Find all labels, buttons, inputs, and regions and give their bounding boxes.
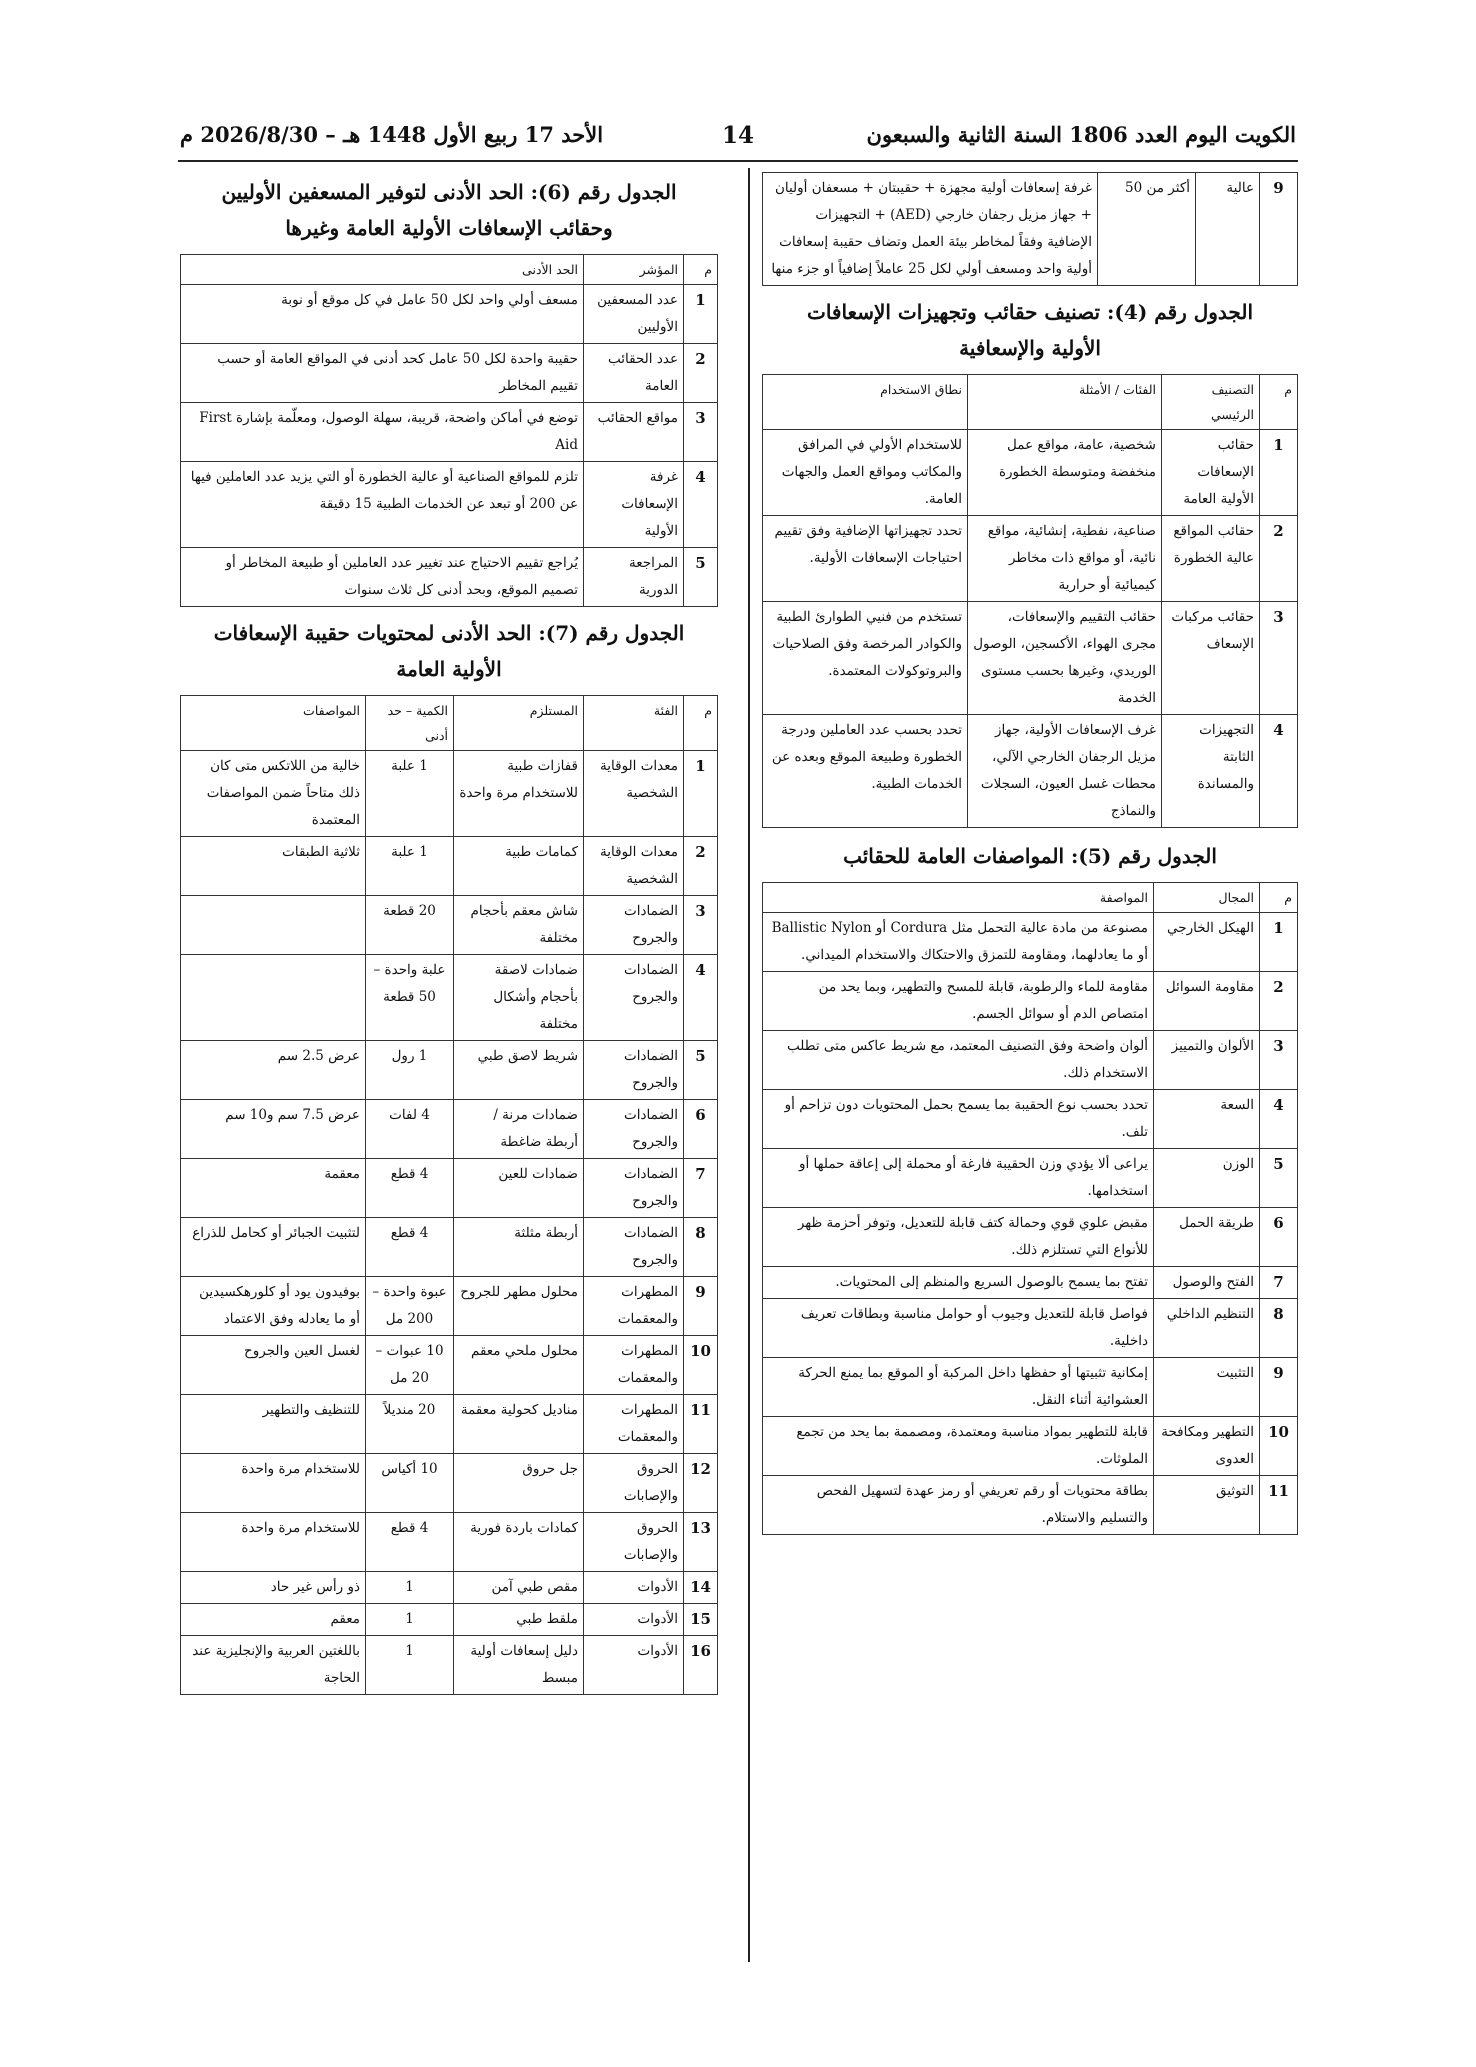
category-cell: الضمادات والجروح xyxy=(584,896,684,955)
table-5-title xyxy=(762,838,1298,874)
num-cell: 14 xyxy=(684,1572,718,1604)
table-7-title xyxy=(180,615,718,687)
qty-cell: عبوة واحدة – 200 مل xyxy=(366,1277,454,1336)
qty-cell: 1 xyxy=(366,1636,454,1695)
num-cell: 15 xyxy=(684,1604,718,1636)
table-header-row xyxy=(763,375,1298,430)
column-header: المجال xyxy=(1154,883,1260,913)
item-cell: مقص طبي آمن xyxy=(454,1572,584,1604)
spec-cell: ذو رأس غير حاد xyxy=(181,1572,366,1604)
table-row xyxy=(763,715,1298,828)
column-header: م xyxy=(1260,375,1298,430)
column-header: م xyxy=(684,255,718,285)
num-cell: 2 xyxy=(684,344,718,403)
spec-cell: عرض 2.5 سم xyxy=(181,1041,366,1100)
table-row xyxy=(763,913,1298,972)
field-cell: طريقة الحمل xyxy=(1154,1208,1260,1267)
num-cell: 5 xyxy=(684,548,718,607)
num-cell: 3 xyxy=(684,403,718,462)
title-line: الأولية العامة xyxy=(396,657,502,681)
table-row xyxy=(181,896,718,955)
row-number: 9 xyxy=(1260,173,1298,286)
table-7-body xyxy=(181,751,718,1695)
num-cell: 7 xyxy=(1260,1267,1298,1299)
num-cell: 16 xyxy=(684,1636,718,1695)
field-cell: الهيكل الخارجي xyxy=(1154,913,1260,972)
table-row xyxy=(181,1277,718,1336)
minimum-cell: توضع في أماكن واضحة، قريبة، سهلة الوصول، ومعلّمة بإشارة First Aid xyxy=(181,403,584,462)
table-4-body xyxy=(763,430,1298,828)
table-row xyxy=(763,972,1298,1031)
examples-cell: صناعية، نفطية، إنشائية، مواقع نائية، أو مواقع ذات مخاطر كيميائية أو حرارية xyxy=(968,516,1162,602)
num-cell: 3 xyxy=(1260,602,1298,715)
table-row xyxy=(181,1336,718,1395)
spec-cell: معقم xyxy=(181,1604,366,1636)
title-line: الجدول رقم (5): المواصفات العامة للحقائب xyxy=(843,844,1217,868)
category-cell: الحروق والإصابات xyxy=(584,1454,684,1513)
table-row xyxy=(181,1395,718,1454)
num-cell: 11 xyxy=(684,1395,718,1454)
num-cell: 1 xyxy=(1260,430,1298,516)
table-row xyxy=(763,1358,1298,1417)
table-row xyxy=(181,751,718,837)
field-cell: التوثيق xyxy=(1154,1476,1260,1535)
category-cell: المطهرات والمعقمات xyxy=(584,1277,684,1336)
minimum-cell: مسعف أولي واحد لكل 50 عامل في كل موقع أو نوبة xyxy=(181,285,584,344)
num-cell: 1 xyxy=(684,285,718,344)
num-cell: 2 xyxy=(1260,972,1298,1031)
indicator-cell: عدد المسعفين الأوليين xyxy=(584,285,684,344)
main-cell: حقائب مركبات الإسعاف xyxy=(1162,602,1260,715)
table-row xyxy=(763,1208,1298,1267)
field-cell: التطهير ومكافحة العدوى xyxy=(1154,1417,1260,1476)
item-cell: محلول مطهر للجروح xyxy=(454,1277,584,1336)
item-cell: كمادات باردة فورية xyxy=(454,1513,584,1572)
column-header: الفئات / الأمثلة xyxy=(968,375,1162,430)
spec-cell: تحدد بحسب نوع الحقيبة بما يسمح بحمل المحتويات دون تزاحم أو تلف. xyxy=(763,1090,1154,1149)
scope-cell: للاستخدام الأولي في المرافق والمكاتب ومواقع العمل والجهات العامة. xyxy=(763,430,968,516)
main-cell: حقائب الإسعافات الأولية العامة xyxy=(1162,430,1260,516)
num-cell: 1 xyxy=(684,751,718,837)
qty-cell: 1 علبة xyxy=(366,751,454,837)
right-column xyxy=(762,172,1298,1535)
num-cell: 6 xyxy=(684,1100,718,1159)
examples-cell: غرف الإسعافات الأولية، جهاز مزيل الرجفان الخارجي الآلي، محطات غسل العيون، السجلات والنماذج xyxy=(968,715,1162,828)
minimum-cell: تلزم للمواقع الصناعية أو عالية الخطورة أو التي يزيد عدد العاملين فيها عن 200 أو تبعد عن الخدمات الطبية 15 دقيقة xyxy=(181,462,584,548)
content-cell: غرفة إسعافات أولية مجهزة + حقيبتان + مسعفان أوليان + جهاز مزيل رجفان خارجي (AED) + التجهيزات الإضافية وفقاً لمخاطر بيئة العمل وتضاف حقيبة إسعافات أولية واحد ومسعف أولي لكل 25 عاملاً إضافياً او جزء منها xyxy=(763,173,1098,286)
column-header: الكمية – حد أدنى xyxy=(366,696,454,751)
qty-cell: 1 علبة xyxy=(366,837,454,896)
field-cell: التنظيم الداخلي xyxy=(1154,1299,1260,1358)
field-cell: التثبيت xyxy=(1154,1358,1260,1417)
category-cell: معدات الوقاية الشخصية xyxy=(584,837,684,896)
table-row xyxy=(181,837,718,896)
table-6-body xyxy=(181,285,718,607)
column-header: المستلزم xyxy=(454,696,584,751)
num-cell: 10 xyxy=(684,1336,718,1395)
spec-cell: ألوان واضحة وفق التصنيف المعتمد، مع شريط عاكس متى تطلب الاستخدام ذلك. xyxy=(763,1031,1154,1090)
category-cell: المطهرات والمعقمات xyxy=(584,1395,684,1454)
minimum-cell: حقيبة واحدة لكل 50 عامل كحد أدنى في المواقع العامة أو حسب تقييم المخاطر xyxy=(181,344,584,403)
main-cell: حقائب المواقع عالية الخطورة xyxy=(1162,516,1260,602)
table-row xyxy=(181,1218,718,1277)
category-cell: المطهرات والمعقمات xyxy=(584,1336,684,1395)
examples-cell: شخصية، عامة، مواقع عمل منخفضة ومتوسطة الخطورة xyxy=(968,430,1162,516)
qty-cell: 1 xyxy=(366,1604,454,1636)
indicator-cell: مواقع الحقائب xyxy=(584,403,684,462)
qty-cell: 4 قطع xyxy=(366,1513,454,1572)
title-line: الجدول رقم (4): تصنيف حقائب وتجهيزات الإسعافات xyxy=(806,300,1253,324)
category-cell: الأدوات xyxy=(584,1636,684,1695)
field-cell: مقاومة السوائل xyxy=(1154,972,1260,1031)
spec-cell: يراعى ألا يؤدي وزن الحقيبة فارغة أو محملة إلى إعاقة حملها أو استخدامها. xyxy=(763,1149,1154,1208)
table-6-title xyxy=(180,174,718,246)
category-cell: الحروق والإصابات xyxy=(584,1513,684,1572)
left-column xyxy=(180,172,718,1695)
table-row xyxy=(763,1476,1298,1535)
spec-cell: بوفيدون يود أو كلورهكسيدين أو ما يعادله وفق الاعتماد xyxy=(181,1277,366,1336)
table-row xyxy=(763,1090,1298,1149)
table-row xyxy=(763,1031,1298,1090)
item-cell: شاش معقم بأحجام مختلفة xyxy=(454,896,584,955)
table-row xyxy=(181,1100,718,1159)
page-number: 14 xyxy=(721,122,754,149)
table-row xyxy=(181,1454,718,1513)
spec-cell: فواصل قابلة للتعديل وجيوب أو حوامل مناسبة وبطاقات تعريف داخلية. xyxy=(763,1299,1154,1358)
num-cell: 9 xyxy=(1260,1358,1298,1417)
table-row xyxy=(181,548,718,607)
table-4 xyxy=(762,374,1298,828)
table-row xyxy=(763,602,1298,715)
spec-cell: مقاومة للماء والرطوبة، قابلة للمسح والتطهير، وبما يحد من امتصاص الدم أو سوائل الجسم. xyxy=(763,972,1154,1031)
num-cell: 8 xyxy=(1260,1299,1298,1358)
qty-cell: 4 لفات xyxy=(366,1100,454,1159)
spec-cell xyxy=(181,896,366,955)
qty-cell: 10 أكياس xyxy=(366,1454,454,1513)
examples-cell: حقائب التقييم والإسعافات، مجرى الهواء، الأكسجين، الوصول الوريدي، وغيرها بحسب مستوى الخدمة xyxy=(968,602,1162,715)
category-cell: الضمادات والجروح xyxy=(584,1218,684,1277)
qty-cell: 1 رول xyxy=(366,1041,454,1100)
num-cell: 1 xyxy=(1260,913,1298,972)
classification-cell: عالية xyxy=(1196,173,1260,286)
table-3-continuation xyxy=(762,172,1298,286)
title-line: الجدول رقم (7): الحد الأدنى لمحتويات حقيبة الإسعافات xyxy=(213,621,685,645)
category-cell: الضمادات والجروح xyxy=(584,1041,684,1100)
gazette-issue: الكويت اليوم العدد 1806 السنة الثانية والسبعون xyxy=(866,122,1296,147)
field-cell: السعة xyxy=(1154,1090,1260,1149)
item-cell: قفازات طبية للاستخدام مرة واحدة xyxy=(454,751,584,837)
header-rule xyxy=(178,160,1298,162)
table-row xyxy=(181,285,718,344)
spec-cell: بطاقة محتويات أو رقم تعريفي أو رمز عهدة لتسهيل الفحص والتسليم والاستلام. xyxy=(763,1476,1154,1535)
spec-cell: للاستخدام مرة واحدة xyxy=(181,1513,366,1572)
spec-cell: مقبض علوي قوي وحمالة كتف قابلة للتعديل، وتوفر أحزمة ظهر للأنواع التي تستلزم ذلك. xyxy=(763,1208,1154,1267)
table-row xyxy=(181,1604,718,1636)
qty-cell: 4 قطع xyxy=(366,1159,454,1218)
category-cell: معدات الوقاية الشخصية xyxy=(584,751,684,837)
spec-cell: باللغتين العربية والإنجليزية عند الحاجة xyxy=(181,1636,366,1695)
table-5-body xyxy=(763,913,1298,1535)
item-cell: ضمادات لاصقة بأحجام وأشكال مختلفة xyxy=(454,955,584,1041)
column-header: م xyxy=(684,696,718,751)
item-cell: جل حروق xyxy=(454,1454,584,1513)
table-row xyxy=(181,344,718,403)
num-cell: 11 xyxy=(1260,1476,1298,1535)
num-cell: 5 xyxy=(684,1041,718,1100)
qty-cell: 20 منديلاً xyxy=(366,1395,454,1454)
title-line: وحقائب الإسعافات الأولية العامة وغيرها xyxy=(285,216,613,240)
num-cell: 4 xyxy=(684,955,718,1041)
indicator-cell: غرفة الإسعافات الأولية xyxy=(584,462,684,548)
table-row xyxy=(181,955,718,1041)
num-cell: 4 xyxy=(684,462,718,548)
spec-cell: للتنظيف والتطهير xyxy=(181,1395,366,1454)
spec-cell: عرض 7.5 سم و10 سم xyxy=(181,1100,366,1159)
table-header-row xyxy=(763,883,1298,913)
table-7 xyxy=(180,695,718,1695)
spec-cell: للاستخدام مرة واحدة xyxy=(181,1454,366,1513)
column-header: المواصفات xyxy=(181,696,366,751)
spec-cell: خالية من اللاتكس متى كان ذلك متاحاً ضمن المواصفات المعتمدة xyxy=(181,751,366,837)
minimum-cell: يُراجع تقييم الاحتياج عند تغيير عدد العاملين أو طبيعة المخاطر أو تصميم الموقع، وبحد أدنى كل ثلاث سنوات xyxy=(181,548,584,607)
num-cell: 6 xyxy=(1260,1208,1298,1267)
spec-cell: ثلاثية الطبقات xyxy=(181,837,366,896)
field-cell: الفتح والوصول xyxy=(1154,1267,1260,1299)
item-cell: أربطة مثلثة xyxy=(454,1218,584,1277)
indicator-cell: عدد الحقائب العامة xyxy=(584,344,684,403)
workers-cell: أكثر من 50 xyxy=(1098,173,1196,286)
table-row xyxy=(763,516,1298,602)
qty-cell: 1 xyxy=(366,1572,454,1604)
table-row xyxy=(181,403,718,462)
item-cell: كمامات طبية xyxy=(454,837,584,896)
table-row xyxy=(181,1636,718,1695)
num-cell: 13 xyxy=(684,1513,718,1572)
item-cell: محلول ملحي معقم xyxy=(454,1336,584,1395)
item-cell: ملقط طبي xyxy=(454,1604,584,1636)
field-cell: الألوان والتمييز xyxy=(1154,1031,1260,1090)
page-header xyxy=(180,122,1296,156)
spec-cell xyxy=(181,955,366,1041)
table-row xyxy=(181,1572,718,1604)
table-header-row xyxy=(181,255,718,285)
num-cell: 4 xyxy=(1260,715,1298,828)
table-row xyxy=(181,1159,718,1218)
table-5 xyxy=(762,882,1298,1535)
spec-cell: إمكانية تثبيتها أو حفظها داخل المركبة أو الموقع بما يمنع الحركة العشوائية أثناء النقل. xyxy=(763,1358,1154,1417)
main-cell: التجهيزات الثابتة والمساندة xyxy=(1162,715,1260,828)
column-header: المواصفة xyxy=(763,883,1154,913)
qty-cell: 20 قطعة xyxy=(366,896,454,955)
issue-date: الأحد 17 ربيع الأول 1448 هـ – 2026/8/30 م xyxy=(180,122,604,147)
field-cell: الوزن xyxy=(1154,1149,1260,1208)
table-header-row xyxy=(181,696,718,751)
column-header: التصنيف الرئيسي xyxy=(1162,375,1260,430)
item-cell: دليل إسعافات أولية مبسط xyxy=(454,1636,584,1695)
scope-cell: تستخدم من فنيي الطوارئ الطبية والكوادر المرخصة وفق الصلاحيات والبروتوكولات المعتمدة. xyxy=(763,602,968,715)
qty-cell: 4 قطع xyxy=(366,1218,454,1277)
num-cell: 3 xyxy=(684,896,718,955)
category-cell: الضمادات والجروح xyxy=(584,955,684,1041)
num-cell: 12 xyxy=(684,1454,718,1513)
category-cell: الأدوات xyxy=(584,1604,684,1636)
column-header: المؤشر xyxy=(584,255,684,285)
table-row xyxy=(181,1513,718,1572)
table-row xyxy=(181,462,718,548)
spec-cell: تفتح بما يسمح بالوصول السريع والمنظم إلى المحتويات. xyxy=(763,1267,1154,1299)
table-row xyxy=(763,430,1298,516)
column-header: م xyxy=(1260,883,1298,913)
scope-cell: تحدد بحسب عدد العاملين ودرجة الخطورة وطبيعة الموقع وبعده عن الخدمات الطبية. xyxy=(763,715,968,828)
num-cell: 8 xyxy=(684,1218,718,1277)
column-header: نطاق الاستخدام xyxy=(763,375,968,430)
table-row xyxy=(763,1299,1298,1358)
spec-cell: مصنوعة من مادة عالية التحمل مثل Cordura أو Ballistic Nylon أو ما يعادلهما، ومقاومة للتمزق والاحتكاك والاستخدام الميداني. xyxy=(763,913,1154,972)
spec-cell: لغسل العين والجروح xyxy=(181,1336,366,1395)
spec-cell: قابلة للتطهير بمواد مناسبة ومعتمدة، ومصممة بما يحد من تجمع الملوثات. xyxy=(763,1417,1154,1476)
column-header: الفئة xyxy=(584,696,684,751)
table-row xyxy=(763,1267,1298,1299)
num-cell: 2 xyxy=(684,837,718,896)
table-6 xyxy=(180,254,718,607)
table-4-title xyxy=(762,294,1298,366)
table-row xyxy=(763,1149,1298,1208)
spec-cell: معقمة xyxy=(181,1159,366,1218)
item-cell: مناديل كحولية معقمة xyxy=(454,1395,584,1454)
num-cell: 3 xyxy=(1260,1031,1298,1090)
title-line: الجدول رقم (6): الحد الأدنى لتوفير المسعفين الأوليين xyxy=(221,180,677,204)
column-header: الحد الأدنى xyxy=(181,255,584,285)
indicator-cell: المراجعة الدورية xyxy=(584,548,684,607)
table-row xyxy=(763,173,1298,286)
column-divider xyxy=(748,168,750,1962)
num-cell: 5 xyxy=(1260,1149,1298,1208)
category-cell: الضمادات والجروح xyxy=(584,1159,684,1218)
num-cell: 10 xyxy=(1260,1417,1298,1476)
item-cell: ضمادات للعين xyxy=(454,1159,584,1218)
num-cell: 9 xyxy=(684,1277,718,1336)
num-cell: 2 xyxy=(1260,516,1298,602)
spec-cell: لتثبيت الجبائر أو كحامل للذراع xyxy=(181,1218,366,1277)
table-row xyxy=(763,1417,1298,1476)
qty-cell: علبة واحدة – 50 قطعة xyxy=(366,955,454,1041)
item-cell: شريط لاصق طبي xyxy=(454,1041,584,1100)
num-cell: 7 xyxy=(684,1159,718,1218)
num-cell: 4 xyxy=(1260,1090,1298,1149)
category-cell: الأدوات xyxy=(584,1572,684,1604)
title-line: الأولية والإسعافية xyxy=(959,336,1101,360)
qty-cell: 10 عبوات – 20 مل xyxy=(366,1336,454,1395)
category-cell: الضمادات والجروح xyxy=(584,1100,684,1159)
table-row xyxy=(181,1041,718,1100)
scope-cell: تحدد تجهيزاتها الإضافية وفق تقييم احتياجات الإسعافات الأولية. xyxy=(763,516,968,602)
item-cell: ضمادات مرنة / أربطة ضاغطة xyxy=(454,1100,584,1159)
